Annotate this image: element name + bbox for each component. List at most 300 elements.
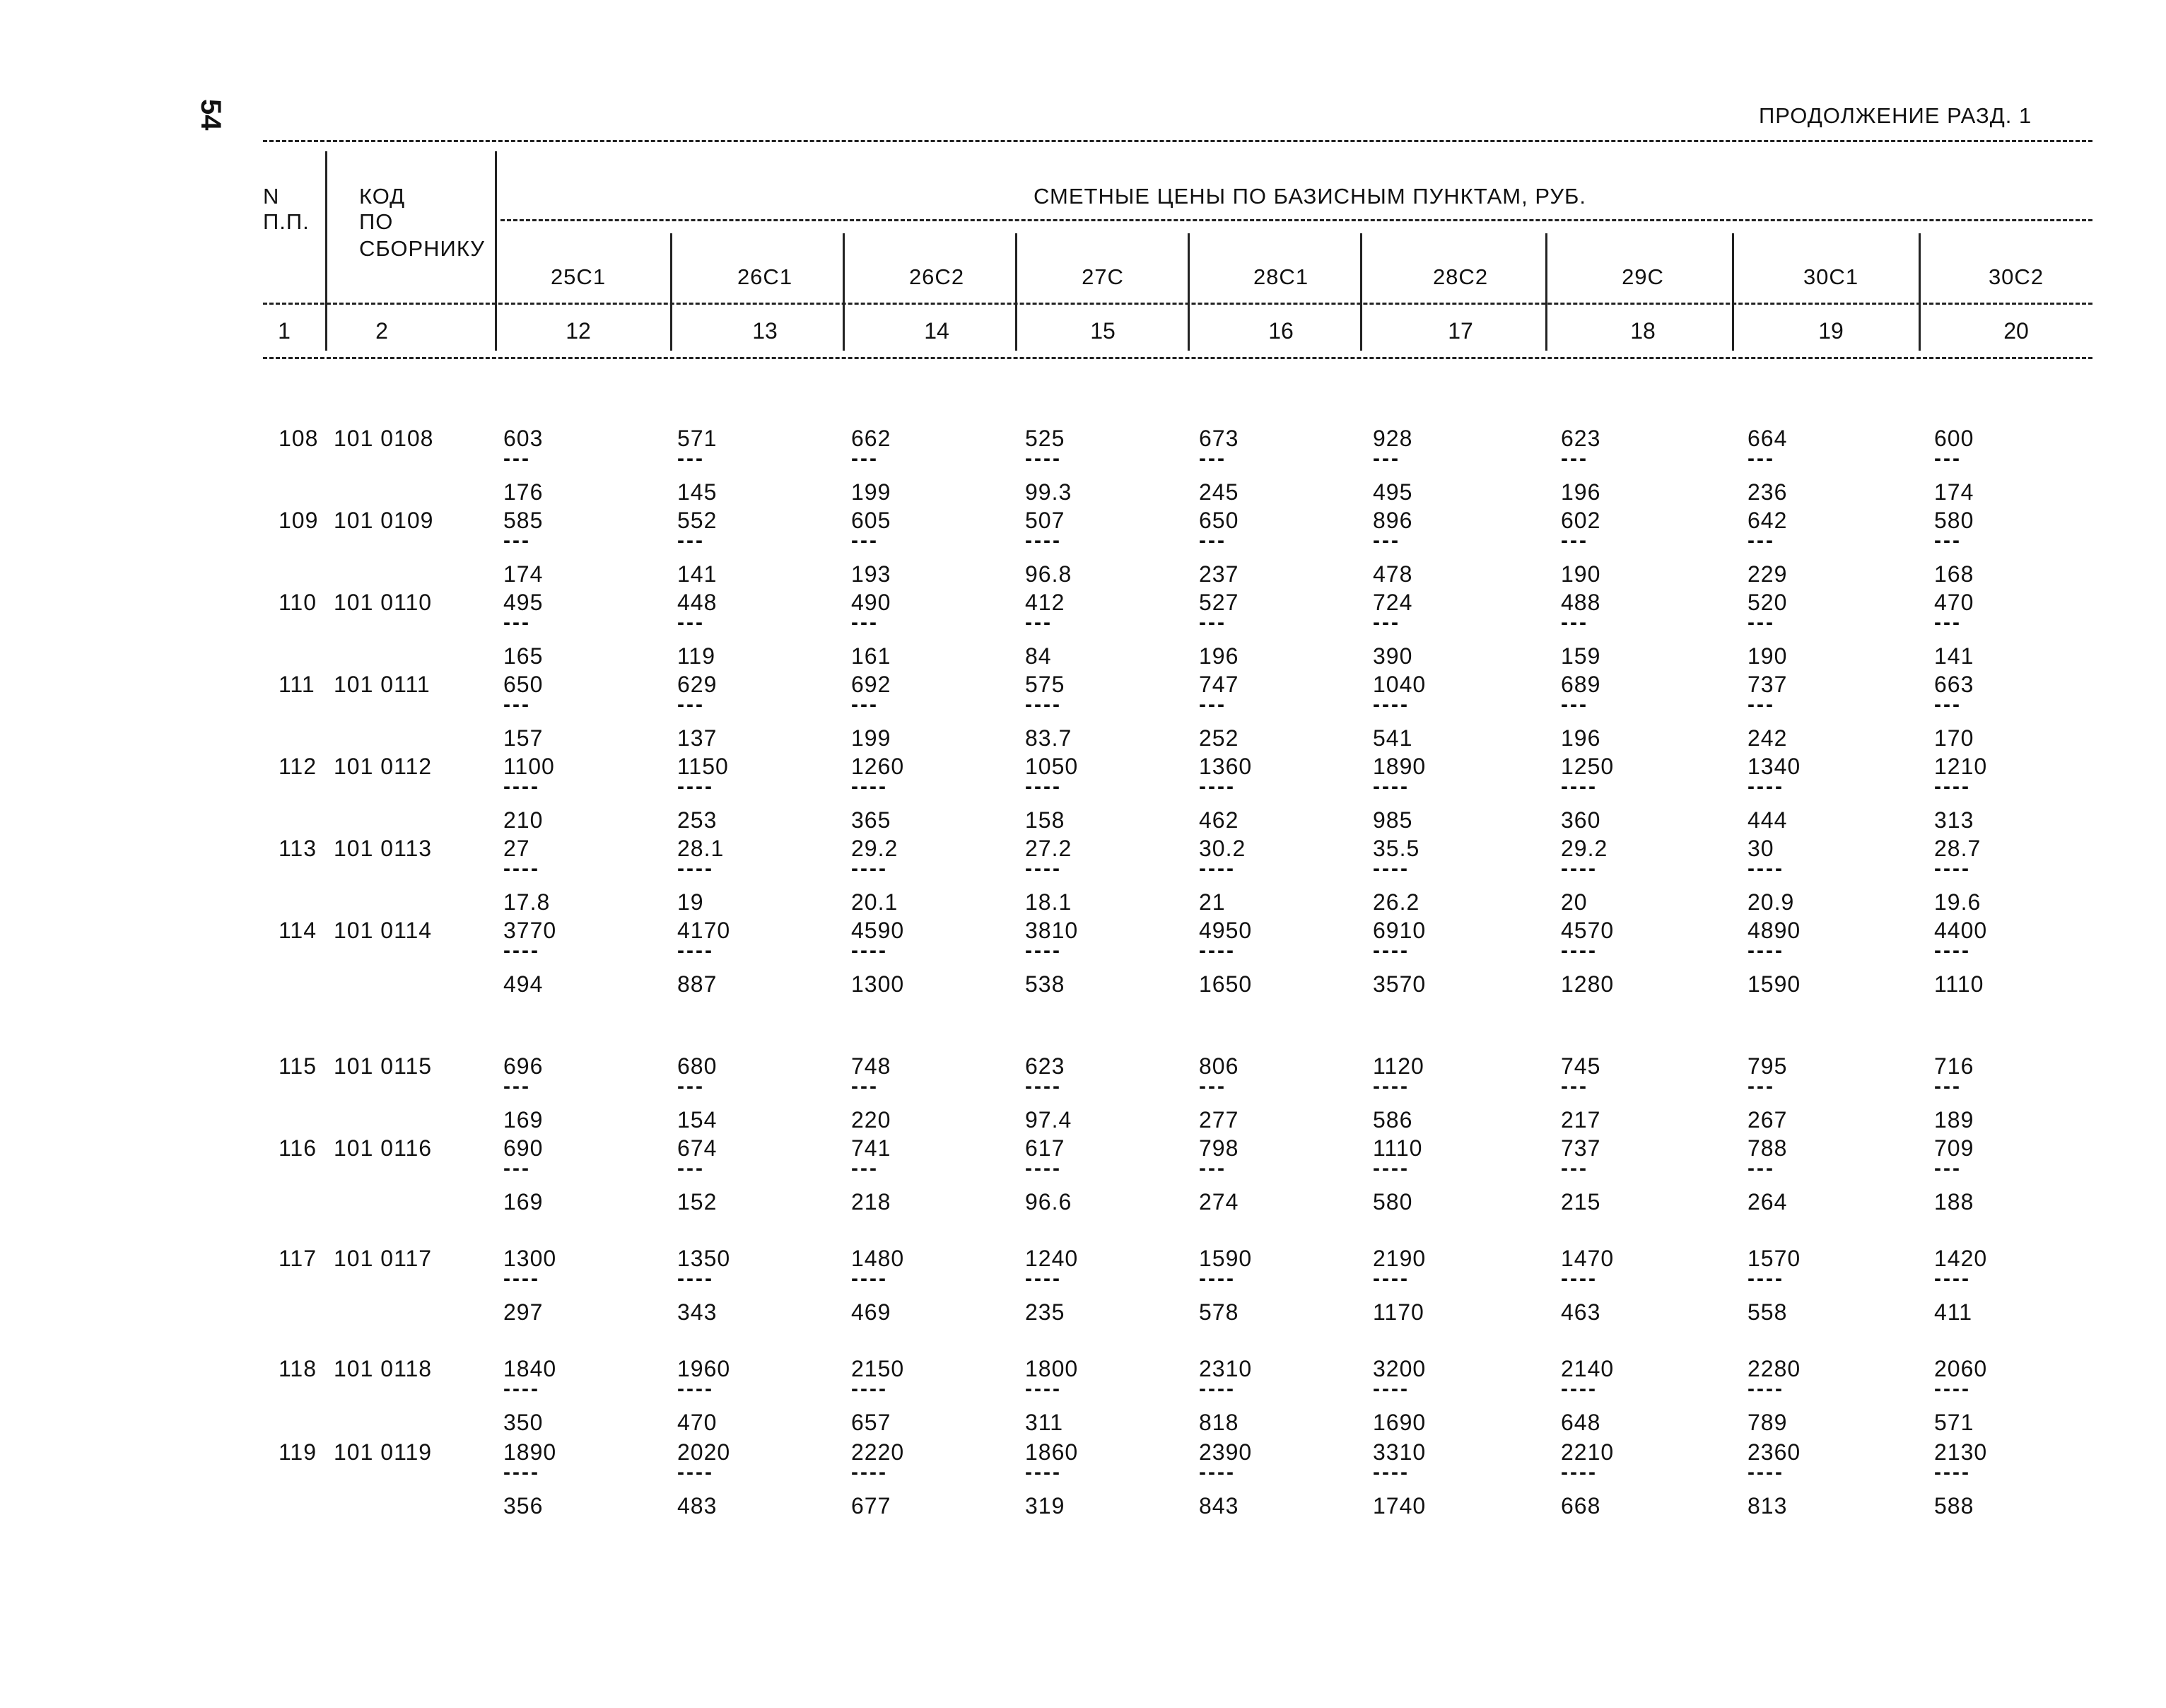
price-bottom-29С: 159 [1561,643,1601,669]
price-separator-29С: ---- [1561,1267,1598,1290]
price-bottom-26С1: 343 [677,1299,718,1325]
price-top-26С2: 2150 [851,1356,905,1381]
price-top-30С1: 2280 [1748,1356,1801,1381]
price-separator-25С1: --- [503,693,531,716]
price-top-27С: 507 [1025,508,1065,533]
price-bottom-28С2: 1690 [1373,1410,1427,1435]
price-top-27С: 3810 [1025,918,1079,943]
price-separator-26С2: --- [851,1157,879,1180]
price-top-28С1: 2390 [1199,1439,1253,1465]
price-top-28С1: 806 [1199,1053,1239,1079]
price-bottom-28С1: 818 [1199,1410,1239,1435]
header-divider-30С2 [1919,233,1921,351]
price-separator-30С2: ---- [1934,1267,1971,1290]
price-top-30С1: 1340 [1748,754,1801,779]
price-separator-27С: ---- [1025,1461,1062,1484]
price-top-26С2: 2220 [851,1439,905,1465]
header-divider-np [325,151,327,351]
row-number: 117 [279,1246,317,1271]
price-bottom-30С1: 229 [1748,561,1788,587]
price-bottom-29С: 190 [1561,561,1601,587]
price-separator-27С: ---- [1025,1157,1062,1180]
row-code: 101 0108 [334,426,434,451]
column-header-30С1: 30С1 [1803,264,1859,289]
price-top-28С2: 3310 [1373,1439,1427,1465]
row-code: 101 0115 [334,1053,433,1079]
price-bottom-26С2: 218 [851,1189,891,1215]
price-separator-25С1: --- [503,611,531,634]
price-top-27С: 525 [1025,426,1065,451]
price-top-25С1: 495 [503,590,544,615]
price-separator-26С1: ---- [677,939,714,962]
price-bottom-25С1: 297 [503,1299,544,1325]
price-separator-28С1: ---- [1199,939,1236,962]
price-bottom-30С1: 267 [1748,1107,1788,1133]
row-number: 108 [279,426,319,451]
price-separator-25С1: ---- [503,1461,540,1484]
price-top-25С1: 585 [503,508,544,533]
row-code: 101 0110 [334,590,433,615]
price-bottom-30С1: 264 [1748,1189,1788,1215]
price-top-30С1: 664 [1748,426,1788,451]
price-bottom-26С2: 469 [851,1299,891,1325]
price-separator-26С1: ---- [677,1461,714,1484]
price-top-28С2: 1120 [1373,1053,1424,1079]
price-top-27С: 575 [1025,672,1065,697]
price-separator-25С1: --- [503,447,531,470]
price-bottom-28С1: 237 [1199,561,1239,587]
price-separator-25С1: --- [503,529,531,552]
price-top-28С2: 2190 [1373,1246,1427,1271]
price-top-28С1: 1360 [1199,754,1253,779]
price-top-26С2: 692 [851,672,891,697]
price-bottom-28С2: 541 [1373,725,1413,751]
price-separator-30С1: ---- [1748,775,1784,798]
price-top-27С: 617 [1025,1135,1065,1161]
price-separator-29С: ---- [1561,775,1598,798]
price-top-25С1: 1300 [503,1246,557,1271]
price-separator-30С2: --- [1934,1157,1962,1180]
column-header-code-line3: СБОРНИКУ [359,236,485,261]
price-separator-30С1: --- [1748,1075,1775,1098]
price-top-30С1: 1570 [1748,1246,1801,1271]
price-separator-26С1: ---- [677,775,714,798]
page-number: 54 [195,99,226,131]
column-number-13: 13 [752,318,778,344]
price-bottom-26С2: 677 [851,1493,891,1519]
price-top-30С2: 709 [1934,1135,1974,1161]
running-header: ПРОДОЛЖЕНИЕ РАЗД. 1 [1759,103,2032,128]
price-separator-29С: --- [1561,611,1588,634]
price-separator-29С: ---- [1561,939,1598,962]
price-top-25С1: 696 [503,1053,544,1079]
price-bottom-27С: 18.1 [1025,889,1072,915]
price-separator-26С2: ---- [851,1267,888,1290]
column-header-26С1: 26С1 [737,264,793,289]
price-separator-30С1: ---- [1748,1267,1784,1290]
price-top-26С2: 748 [851,1053,891,1079]
price-separator-26С1: --- [677,611,705,634]
price-top-25С1: 27 [503,836,530,861]
price-bottom-25С1: 157 [503,725,544,751]
price-top-25С1: 1890 [503,1439,557,1465]
price-separator-28С2: ---- [1373,1157,1410,1180]
price-bottom-30С1: 20.9 [1748,889,1795,915]
price-separator-30С1: --- [1748,529,1775,552]
table-top-rule [263,140,2092,142]
price-top-26С1: 1350 [677,1246,731,1271]
price-top-30С2: 4400 [1934,918,1988,943]
price-separator-27С: ---- [1025,693,1062,716]
price-separator-28С2: --- [1373,447,1400,470]
price-bottom-28С1: 578 [1199,1299,1239,1325]
price-bottom-30С1: 190 [1748,643,1788,669]
price-separator-30С2: ---- [1934,939,1971,962]
price-separator-30С1: ---- [1748,1377,1784,1400]
group-header-title: СМЕТНЫЕ ЦЕНЫ ПО БАЗИСНЫМ ПУНКТАМ, РУБ. [1034,184,1586,209]
price-separator-26С1: ---- [677,1267,714,1290]
price-top-25С1: 603 [503,426,544,451]
row-number: 115 [279,1053,317,1079]
price-top-26С1: 2020 [677,1439,731,1465]
price-bottom-25С1: 356 [503,1493,544,1519]
column-number-12: 12 [566,318,591,344]
row-code: 101 0111 [334,672,431,697]
price-separator-28С1: ---- [1199,775,1236,798]
price-top-30С2: 663 [1934,672,1974,697]
price-top-26С1: 629 [677,672,718,697]
price-top-29С: 623 [1561,426,1601,451]
price-bottom-29С: 648 [1561,1410,1601,1435]
price-top-26С1: 1150 [677,754,729,779]
price-separator-28С1: ---- [1199,1377,1236,1400]
price-top-28С1: 1590 [1199,1246,1253,1271]
price-bottom-25С1: 169 [503,1189,544,1215]
price-separator-25С1: ---- [503,775,540,798]
column-number-14: 14 [924,318,949,344]
column-header-np-line2: П.П. [263,209,310,234]
price-top-30С2: 1420 [1934,1246,1988,1271]
row-number: 114 [279,918,317,943]
header-divider-26С1 [670,233,672,351]
price-separator-28С1: --- [1199,1075,1227,1098]
price-separator-26С2: ---- [851,857,888,880]
price-top-27С: 412 [1025,590,1065,615]
price-top-30С1: 520 [1748,590,1788,615]
price-separator-25С1: --- [503,1157,531,1180]
price-separator-28С1: ---- [1199,1461,1236,1484]
price-top-26С1: 448 [677,590,718,615]
price-bottom-25С1: 174 [503,561,544,587]
price-top-30С2: 580 [1934,508,1974,533]
price-bottom-30С1: 813 [1748,1493,1788,1519]
price-bottom-29С: 217 [1561,1107,1601,1133]
row-number: 111 [279,672,315,697]
price-top-29С: 4570 [1561,918,1615,943]
price-separator-25С1: ---- [503,939,540,962]
price-bottom-26С2: 199 [851,725,891,751]
price-top-27С: 623 [1025,1053,1065,1079]
price-top-30С2: 1210 [1934,754,1988,779]
price-separator-28С2: ---- [1373,857,1410,880]
price-bottom-25С1: 176 [503,479,544,505]
price-separator-28С1: ---- [1199,1267,1236,1290]
price-top-30С2: 716 [1934,1053,1974,1079]
price-top-29С: 1470 [1561,1246,1615,1271]
row-number: 113 [279,836,317,861]
price-top-28С1: 673 [1199,426,1239,451]
price-separator-30С1: --- [1748,693,1775,716]
column-number-19: 19 [1818,318,1844,344]
price-top-28С2: 6910 [1373,918,1427,943]
price-bottom-30С1: 236 [1748,479,1788,505]
header-bottom-rule [263,303,2092,305]
price-bottom-25С1: 17.8 [503,889,551,915]
price-bottom-25С1: 165 [503,643,544,669]
price-separator-28С2: --- [1373,611,1400,634]
price-bottom-30С2: 411 [1934,1299,1973,1325]
price-bottom-26С2: 161 [851,643,891,669]
price-top-25С1: 690 [503,1135,544,1161]
price-bottom-28С2: 478 [1373,561,1413,587]
price-bottom-29С: 215 [1561,1189,1601,1215]
price-separator-28С2: ---- [1373,939,1410,962]
column-header-28С2: 28С2 [1432,264,1489,289]
price-separator-30С1: --- [1748,1157,1775,1180]
price-bottom-30С2: 588 [1934,1493,1974,1519]
price-bottom-28С1: 277 [1199,1107,1239,1133]
price-separator-29С: --- [1561,693,1588,716]
price-top-30С2: 2130 [1934,1439,1988,1465]
price-bottom-27С: 96.8 [1025,561,1072,587]
price-separator-30С1: --- [1748,447,1775,470]
price-bottom-28С1: 1650 [1199,971,1253,997]
row-code: 101 0118 [334,1356,433,1381]
price-bottom-26С1: 483 [677,1493,718,1519]
price-bottom-30С2: 170 [1934,725,1974,751]
price-top-30С1: 2360 [1748,1439,1801,1465]
price-separator-25С1: --- [503,1075,531,1098]
price-top-30С1: 642 [1748,508,1788,533]
price-separator-30С1: ---- [1748,939,1784,962]
price-top-26С2: 490 [851,590,891,615]
price-separator-28С2: --- [1373,529,1400,552]
price-separator-29С: ---- [1561,1461,1598,1484]
column-number-1: 1 [278,318,291,344]
price-separator-26С2: ---- [851,1461,888,1484]
price-bottom-28С2: 586 [1373,1107,1413,1133]
price-bottom-30С2: 168 [1934,561,1974,587]
price-bottom-28С2: 1170 [1373,1299,1424,1325]
price-bottom-26С1: 152 [677,1189,718,1215]
price-separator-27С: ---- [1025,775,1062,798]
price-bottom-27С: 83.7 [1025,725,1072,751]
price-bottom-30С1: 558 [1748,1299,1788,1325]
price-bottom-26С1: 19 [677,889,704,915]
row-number: 109 [279,508,319,533]
price-top-29С: 29.2 [1561,836,1608,861]
price-separator-30С2: --- [1934,529,1962,552]
price-separator-25С1: ---- [503,1377,540,1400]
price-top-30С2: 28.7 [1934,836,1981,861]
price-separator-30С2: ---- [1934,1461,1971,1484]
price-top-30С1: 795 [1748,1053,1788,1079]
price-separator-25С1: ---- [503,857,540,880]
column-number-16: 16 [1268,318,1294,344]
price-top-30С2: 470 [1934,590,1974,615]
price-separator-30С1: ---- [1748,857,1784,880]
price-bottom-26С2: 193 [851,561,891,587]
price-bottom-30С2: 174 [1934,479,1974,505]
header-divider-27С [1015,233,1017,351]
price-separator-26С2: ---- [851,939,888,962]
price-separator-29С: --- [1561,529,1588,552]
price-separator-26С1: ---- [677,1377,714,1400]
price-bottom-26С2: 657 [851,1410,891,1435]
row-code: 101 0112 [334,754,433,779]
column-number-2: 2 [375,318,388,344]
price-bottom-26С1: 141 [677,561,718,587]
price-bottom-27С: 319 [1025,1493,1065,1519]
price-top-28С2: 724 [1373,590,1413,615]
price-bottom-30С2: 188 [1934,1189,1974,1215]
price-top-28С2: 35.5 [1373,836,1420,861]
price-separator-30С2: ---- [1934,775,1971,798]
price-bottom-26С1: 154 [677,1107,718,1133]
price-bottom-26С1: 119 [677,643,716,669]
header-divider-26С2 [843,233,845,351]
row-code: 101 0119 [334,1439,433,1465]
price-bottom-29С: 463 [1561,1299,1601,1325]
price-top-27С: 1800 [1025,1356,1079,1381]
price-top-28С2: 928 [1373,426,1413,451]
price-bottom-27С: 538 [1025,971,1065,997]
price-bottom-30С2: 1110 [1934,971,1984,997]
price-bottom-28С2: 495 [1373,479,1413,505]
price-separator-28С2: ---- [1373,775,1410,798]
price-bottom-28С2: 1740 [1373,1493,1427,1519]
row-number: 110 [279,590,317,615]
price-bottom-25С1: 494 [503,971,544,997]
price-bottom-30С1: 789 [1748,1410,1788,1435]
column-numbers-rule [263,357,2092,359]
price-separator-28С2: ---- [1373,1377,1410,1400]
price-bottom-26С2: 220 [851,1107,891,1133]
price-bottom-26С1: 470 [677,1410,718,1435]
price-top-29С: 488 [1561,590,1601,615]
price-separator-26С1: --- [677,447,705,470]
price-bottom-27С: 311 [1025,1410,1064,1435]
price-bottom-29С: 20 [1561,889,1588,915]
price-separator-27С: ---- [1025,1377,1062,1400]
price-bottom-28С2: 26.2 [1373,889,1420,915]
price-top-26С1: 680 [677,1053,718,1079]
price-bottom-30С1: 1590 [1748,971,1801,997]
price-top-27С: 1240 [1025,1246,1079,1271]
price-bottom-26С1: 137 [677,725,718,751]
row-number: 118 [279,1356,317,1381]
price-bottom-26С2: 199 [851,479,891,505]
price-separator-27С: --- [1025,611,1053,634]
price-bottom-30С1: 242 [1748,725,1788,751]
price-separator-28С1: --- [1199,447,1227,470]
column-header-30С2: 30С2 [1988,264,2044,289]
price-bottom-30С2: 313 [1934,807,1974,833]
price-top-26С2: 662 [851,426,891,451]
price-separator-30С2: ---- [1934,1377,1971,1400]
price-top-29С: 745 [1561,1053,1601,1079]
header-divider-28С1 [1188,233,1190,351]
price-top-28С1: 798 [1199,1135,1239,1161]
price-separator-27С: ---- [1025,1267,1062,1290]
price-bottom-27С: 97.4 [1025,1107,1072,1133]
price-separator-28С2: ---- [1373,1267,1410,1290]
price-top-30С1: 788 [1748,1135,1788,1161]
price-top-30С2: 600 [1934,426,1974,451]
price-top-29С: 2210 [1561,1439,1615,1465]
price-top-29С: 737 [1561,1135,1601,1161]
price-separator-26С2: ---- [851,775,888,798]
price-top-28С2: 3200 [1373,1356,1427,1381]
price-bottom-29С: 196 [1561,725,1601,751]
price-separator-26С2: --- [851,1075,879,1098]
price-bottom-25С1: 210 [503,807,544,833]
price-separator-29С: --- [1561,1157,1588,1180]
price-bottom-26С1: 145 [677,479,718,505]
price-top-30С1: 4890 [1748,918,1801,943]
price-bottom-28С1: 245 [1199,479,1239,505]
price-top-25С1: 3770 [503,918,557,943]
price-bottom-27С: 158 [1025,807,1065,833]
price-bottom-29С: 668 [1561,1493,1601,1519]
price-bottom-26С2: 1300 [851,971,905,997]
price-separator-26С2: --- [851,529,879,552]
price-separator-27С: ---- [1025,447,1062,470]
price-separator-28С1: --- [1199,1157,1227,1180]
price-separator-30С2: --- [1934,447,1962,470]
price-separator-30С2: ---- [1934,857,1971,880]
price-top-30С2: 2060 [1934,1356,1988,1381]
price-bottom-26С2: 20.1 [851,889,898,915]
price-bottom-27С: 96.6 [1025,1189,1072,1215]
price-top-26С2: 1260 [851,754,905,779]
price-separator-29С: ---- [1561,1377,1598,1400]
header-divider-28С2 [1360,233,1362,351]
column-header-code-line2: ПО [359,209,394,234]
price-top-26С1: 571 [677,426,718,451]
header-divider-29С [1545,233,1547,351]
price-separator-29С: ---- [1561,857,1598,880]
price-top-26С1: 552 [677,508,718,533]
column-header-code-line1: КОД [359,184,406,209]
price-bottom-29С: 1280 [1561,971,1615,997]
price-separator-25С1: ---- [503,1267,540,1290]
row-code: 101 0116 [334,1135,433,1161]
price-separator-30С2: --- [1934,611,1962,634]
price-bottom-27С: 99.3 [1025,479,1072,505]
price-separator-26С2: --- [851,693,879,716]
price-separator-29С: --- [1561,1075,1588,1098]
price-top-27С: 1860 [1025,1439,1079,1465]
price-separator-26С1: --- [677,693,705,716]
price-bottom-29С: 360 [1561,807,1601,833]
column-header-29С: 29С [1622,264,1664,289]
price-separator-27С: ---- [1025,857,1062,880]
price-bottom-28С2: 3570 [1373,971,1427,997]
column-number-15: 15 [1090,318,1116,344]
price-bottom-28С2: 985 [1373,807,1413,833]
price-top-26С2: 605 [851,508,891,533]
